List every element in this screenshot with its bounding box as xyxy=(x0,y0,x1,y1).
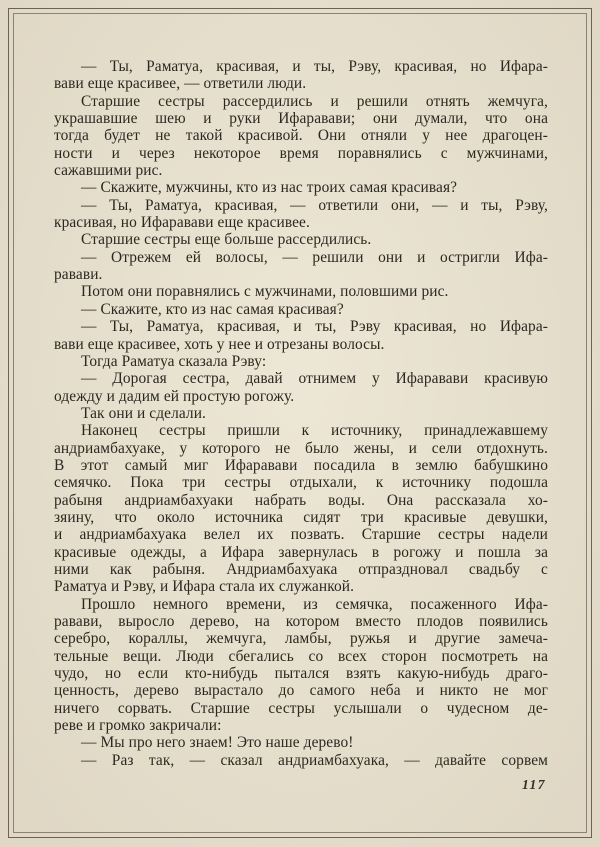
text-line: ценность, дерево вырастало до самого неба и никто не мог xyxy=(54,682,548,700)
text-line: равави, выросло дерево, на котором вместо плодов появились xyxy=(54,613,548,630)
page-footer xyxy=(54,769,548,793)
text-line: одежду и дадим ей простую рогожу. xyxy=(54,387,295,405)
text-line: тогда будет не такой красивой. Они отняли у нее драгоцен- xyxy=(54,127,548,145)
text-line: — Скажите, мужчины, кто из нас троих самая красивая? xyxy=(81,179,458,197)
text-line: В этот самый миг Ифаравави посадила в землю бабушкино xyxy=(54,456,548,474)
text-line: равави. xyxy=(54,266,103,284)
text-line: вави еще красивее, хоть у нее и отрезаны волосы. xyxy=(54,335,385,353)
text-line: Тогда Раматуа сказала Рэву: xyxy=(81,352,267,370)
text-line: — Дорогая сестра, давай отнимем у Ифаравави красивую xyxy=(81,370,548,388)
text-line: ности и через некоторое время поравнялись с мужчинами, xyxy=(54,144,548,162)
text-line: Старшие сестры рассердились и решили отнять жемчуга, xyxy=(81,92,548,110)
text-line: зяину, что около источника сидят три красивые девушки, xyxy=(54,508,548,526)
page-number: 117 xyxy=(521,776,546,792)
text-line: Раматуа и Рэву, и Ифара стала их служанкой. xyxy=(54,578,355,596)
text-line: рабыня андриамбахуаки набрать воды. Она рассказала хо- xyxy=(54,491,548,509)
text-line: ничего сорвать. Старшие сестры услышали о чудесном де- xyxy=(54,699,548,717)
text-line: — Скажите, кто из нас самая красивая? xyxy=(81,300,344,318)
text-block xyxy=(54,58,548,769)
text-line: андриамбахуаке, у которого не было жены, и сели отдохнуть. xyxy=(54,439,548,457)
text-line: сажавшими рис. xyxy=(54,162,163,180)
text-line: реве и громко закричали: xyxy=(54,717,222,735)
text-line: красивая, но Ифаравави еще красивее. xyxy=(54,214,310,232)
text-line: — Ты, Раматуа, красивая, — ответили они, — и ты, Рэву, xyxy=(81,196,548,214)
text-line: тельные вещи. Люди сбегались со всех сторон посмотреть на xyxy=(54,647,548,665)
text-line: — Ты, Раматуа, красивая, и ты, Рэву красивая, но Ифара- xyxy=(81,318,548,336)
text-line: вави еще красивее, — ответили люди. xyxy=(54,75,307,93)
text-line: чудо, но если кто-нибудь пытался взять какую-нибудь драго- xyxy=(54,665,548,683)
text-line: ними как рабыня. Андриамбахуака отпраздновал свадьбу с xyxy=(54,560,548,578)
text-line: — Ты, Раматуа, красивая, и ты, Рэву, красивая, но Ифара- xyxy=(81,58,548,75)
text-line: Прошло немного времени, из семячка, посаженного Ифа- xyxy=(81,595,548,613)
text-line: красивые одежды, а Ифара завернулась в рогожу и пошла за xyxy=(54,543,548,561)
text-line: семячко. Пока три сестры отдыхали, к источнику подошла xyxy=(54,474,548,492)
text-line: Потом они поравнялись с мужчинами, половшими рис. xyxy=(81,283,449,301)
text-line: украшавшие шею и руки Ифаравави; они думали, что она xyxy=(54,110,548,128)
text-line: Так они и сделали. xyxy=(81,404,206,422)
text-line: — Отрежем ей волосы, — решили они и остригли Ифа- xyxy=(81,248,548,266)
text-line: — Раз так, — сказал андриамбахуака, — давайте сорвем xyxy=(81,751,548,769)
text-line: — Мы про него знаем! Это наше дерево! xyxy=(81,734,354,752)
text-line: Старшие сестры еще больше рассердились. xyxy=(81,231,372,249)
text-line: серебро, кораллы, жемчуга, ламбы, ружья и другие замеча- xyxy=(54,630,548,648)
text-line: и андриамбахуака велел их позвать. Старшие сестры надели xyxy=(54,526,548,544)
text-line: Наконец сестры пришли к источнику, принадлежавшему xyxy=(81,422,548,440)
